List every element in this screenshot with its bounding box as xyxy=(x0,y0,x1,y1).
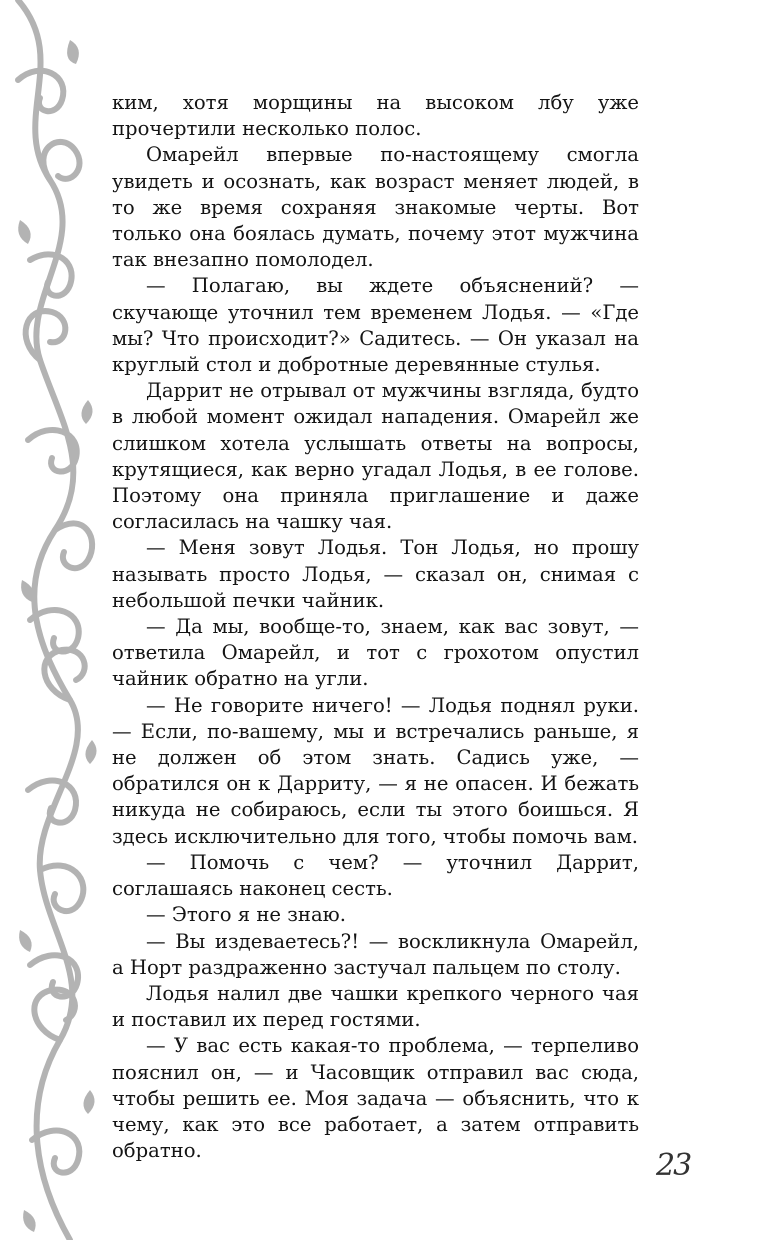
paragraph: — Этого я не знаю. xyxy=(146,903,346,927)
paragraph: Лодья налил две чашки крепкого черного чая и поставил их перед гостями. xyxy=(112,981,639,1032)
swirl-vine-ornament-icon xyxy=(0,0,120,1240)
paragraph: — Полагаю, вы ждете объяснений? — скучающе уточнил тем временем Лодья. — «Где мы? Что происходит?» Садитесь. — Он указал на круглый стол и добротные деревянные стулья. xyxy=(112,274,639,377)
paragraph: — Меня зовут Лодья. Тон Лодья, но прошу называть просто Лодья, — сказал он, снимая с небольшой печки чайник. xyxy=(112,536,639,612)
paragraph: ким, хотя морщины на высоком лбу уже прочертили несколько полос. xyxy=(112,91,639,141)
paragraph: Даррит не отрывал от мужчины взгляда, будто в любой момент ожидал нападения. Омарейл же слишком хотела услышать ответы на вопросы, крутящиеся, как верно угадал Лодья, в ее голове. Поэтому она приняла приглашение и даже согласилась на чашку чая. xyxy=(112,379,639,534)
paragraph: — Помочь с чем? — уточнил Даррит, соглашаясь наконец сесть. xyxy=(112,850,639,901)
paragraph: Омарейл впервые по-настоящему смогла увидеть и осознать, как возраст меняет людей, в то же время сохраняя знакомые черты. Вот только она боялась думать, почему этот мужчина так внезапно помолодел. xyxy=(112,143,639,272)
paragraph: — У вас есть какая-то проблема, — терпеливо пояснил он, — и Часовщик отправил вас сюда, чтобы решить ее. Моя задача — объяснить, что к чему, как это все работает, а затем отправить обратно. xyxy=(112,1034,639,1163)
page-number: 23 xyxy=(656,1148,691,1183)
body-text xyxy=(112,90,639,1164)
paragraph: — Не говорите ничего! — Лодья поднял руки. — Если, по-вашему, мы и встречались раньше, я не должен об этом знать. Садись уже, — обратился он к Дарриту, — я не опасен. И бежать никуда не собираюсь, если ты этого боишься. Я здесь исключительно для того, чтобы помочь вам. xyxy=(112,693,639,848)
paragraph: — Вы издеваетесь?! — воскликнула Омарейл, а Норт раздраженно застучал пальцем по столу. xyxy=(112,929,639,979)
paragraph: — Да мы, вообще-то, знаем, как вас зовут, — ответила Омарейл, и тот с грохотом опустил чайник обратно на угли. xyxy=(112,615,639,691)
